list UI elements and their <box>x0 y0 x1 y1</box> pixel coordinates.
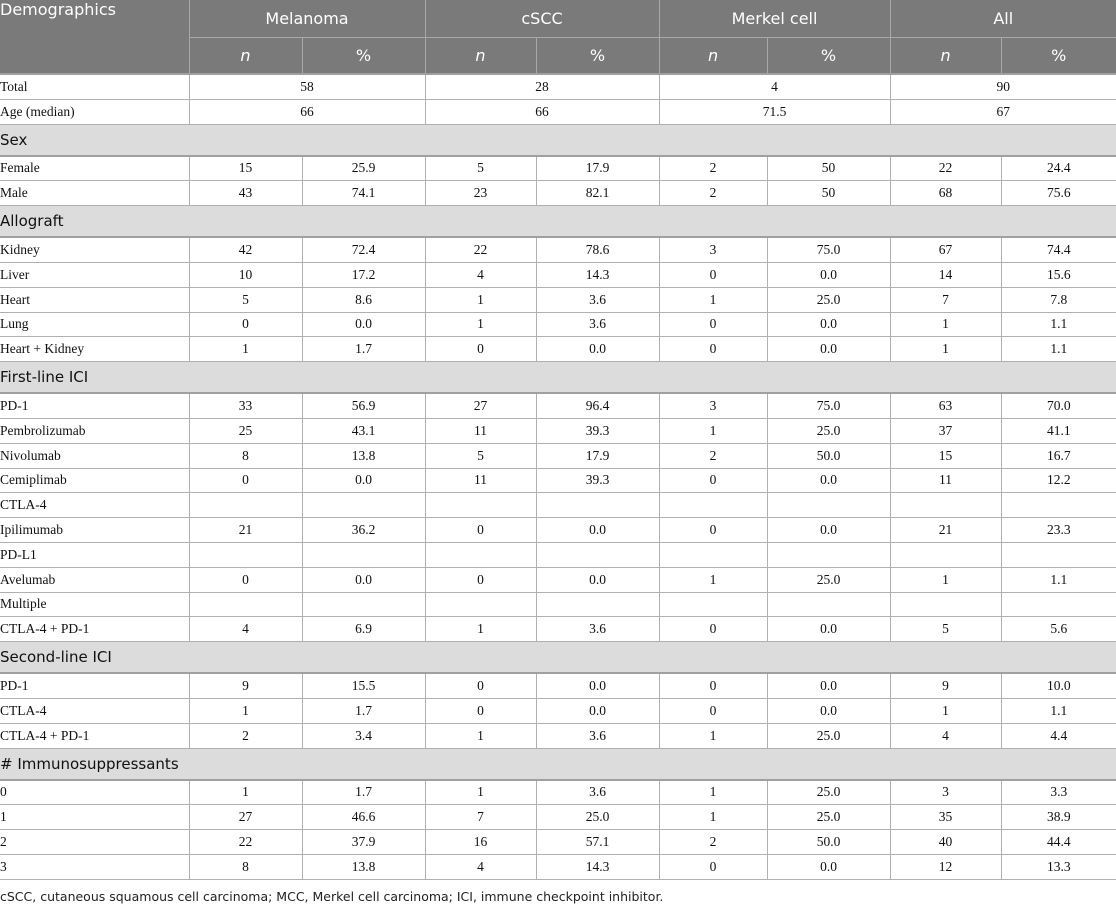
table-cell: 3.6 <box>536 780 659 805</box>
table-cell: 1 <box>425 617 536 642</box>
header-percent: % <box>302 38 425 75</box>
table-cell: 0.0 <box>767 312 890 337</box>
table-cell: 25.0 <box>536 805 659 830</box>
table-cell: 2 <box>659 443 767 468</box>
table-cell: 25.0 <box>767 418 890 443</box>
table-cell <box>1001 493 1116 518</box>
row-label: CTLA-4 <box>0 493 189 518</box>
table-cell: 2 <box>659 181 767 206</box>
table-cell: 11 <box>425 418 536 443</box>
table-cell: 3.6 <box>536 723 659 748</box>
table-cell: 96.4 <box>536 393 659 418</box>
table-cell: 0.0 <box>536 518 659 543</box>
table-cell: 0 <box>659 337 767 362</box>
table-cell: 40 <box>890 830 1001 855</box>
table-row <box>0 830 1116 855</box>
table-footnote: cSCC, cutaneous squamous cell carcinoma; MCC, Merkel cell carcinoma; ICI, immune checkpoint inhibitor. <box>0 889 664 904</box>
table-cell: 63 <box>890 393 1001 418</box>
table-cell <box>425 592 536 617</box>
row-label: Heart <box>0 287 189 312</box>
table-row <box>0 493 1116 518</box>
table-cell: 25.0 <box>767 567 890 592</box>
section-title: Sex <box>0 124 1116 156</box>
table-cell <box>189 542 302 567</box>
table-cell <box>767 493 890 518</box>
table-cell: 0.0 <box>536 337 659 362</box>
table-cell: 0.0 <box>767 617 890 642</box>
header-row-groups <box>0 0 1116 38</box>
table-cell: 75.6 <box>1001 181 1116 206</box>
table-row <box>0 393 1116 418</box>
section-title: Second-line ICI <box>0 642 1116 674</box>
table-cell: 50.0 <box>767 443 890 468</box>
table-cell: 25.0 <box>767 723 890 748</box>
section-row <box>0 124 1116 156</box>
row-label: 2 <box>0 830 189 855</box>
table-row <box>0 780 1116 805</box>
table-cell: 23.3 <box>1001 518 1116 543</box>
row-label: Lung <box>0 312 189 337</box>
row-label: Pembrolizumab <box>0 418 189 443</box>
row-label: Multiple <box>0 592 189 617</box>
table-cell: 10 <box>189 262 302 287</box>
table-cell: 16 <box>425 830 536 855</box>
table-cell: 58 <box>189 74 425 99</box>
table-cell: 0.0 <box>536 673 659 698</box>
table-cell <box>189 592 302 617</box>
table-cell: 15 <box>890 443 1001 468</box>
row-label: Nivolumab <box>0 443 189 468</box>
table-cell: 25.0 <box>767 805 890 830</box>
table-cell: 7 <box>890 287 1001 312</box>
section-row <box>0 206 1116 238</box>
table-cell: 1.7 <box>302 698 425 723</box>
table-cell: 5 <box>189 287 302 312</box>
table-cell: 4 <box>189 617 302 642</box>
row-label: Cemiplimab <box>0 468 189 493</box>
table-cell: 1 <box>659 567 767 592</box>
table-cell: 44.4 <box>1001 830 1116 855</box>
table-cell: 0.0 <box>536 567 659 592</box>
table-cell: 74.1 <box>302 181 425 206</box>
table-cell: 90 <box>890 74 1116 99</box>
table-cell: 0 <box>425 518 536 543</box>
table-cell: 0.0 <box>302 468 425 493</box>
table-cell: 50 <box>767 181 890 206</box>
row-label: 0 <box>0 780 189 805</box>
header-demographics: Demographics <box>0 0 189 74</box>
header-percent: % <box>536 38 659 75</box>
row-label: Avelumab <box>0 567 189 592</box>
table-cell: 0.0 <box>767 673 890 698</box>
table-cell: 0 <box>659 617 767 642</box>
table-row <box>0 418 1116 443</box>
table-cell: 1 <box>659 418 767 443</box>
row-label: CTLA-4 <box>0 698 189 723</box>
table-cell: 21 <box>189 518 302 543</box>
row-label: PD-L1 <box>0 542 189 567</box>
table-cell: 4 <box>425 262 536 287</box>
table-row <box>0 237 1116 262</box>
table-cell: 0.0 <box>302 312 425 337</box>
table-cell: 1 <box>659 723 767 748</box>
section-title: Allograft <box>0 206 1116 238</box>
summary-row <box>0 74 1116 99</box>
table-cell: 21 <box>890 518 1001 543</box>
table-cell: 1 <box>189 337 302 362</box>
table-row <box>0 156 1116 181</box>
table-cell: 7.8 <box>1001 287 1116 312</box>
table-row <box>0 312 1116 337</box>
row-label: Heart + Kidney <box>0 337 189 362</box>
table-cell: 15 <box>189 156 302 181</box>
table-cell: 9 <box>890 673 1001 698</box>
table-cell <box>659 493 767 518</box>
table-cell: 8 <box>189 854 302 879</box>
table-cell: 56.9 <box>302 393 425 418</box>
row-label: Female <box>0 156 189 181</box>
table-cell: 1.1 <box>1001 698 1116 723</box>
table-cell <box>1001 542 1116 567</box>
table-cell <box>890 592 1001 617</box>
table-cell: 39.3 <box>536 468 659 493</box>
header-group-all: All <box>890 0 1116 38</box>
table-cell: 3.4 <box>302 723 425 748</box>
table-cell: 3.6 <box>536 617 659 642</box>
table-cell <box>767 542 890 567</box>
table-cell: 1 <box>189 698 302 723</box>
table-cell: 22 <box>189 830 302 855</box>
table-row <box>0 854 1116 879</box>
table-cell: 14 <box>890 262 1001 287</box>
table-cell: 0 <box>425 337 536 362</box>
row-label: PD-1 <box>0 673 189 698</box>
table-cell: 50.0 <box>767 830 890 855</box>
header-n: n <box>890 38 1001 75</box>
table-cell: 50 <box>767 156 890 181</box>
table-cell: 3.6 <box>536 312 659 337</box>
table-cell: 35 <box>890 805 1001 830</box>
table-row <box>0 181 1116 206</box>
table-cell: 17.9 <box>536 443 659 468</box>
table-cell: 22 <box>425 237 536 262</box>
table-cell: 43 <box>189 181 302 206</box>
table-cell: 33 <box>189 393 302 418</box>
table-cell: 25.0 <box>767 287 890 312</box>
table-cell: 37 <box>890 418 1001 443</box>
table-cell: 1 <box>425 723 536 748</box>
table-cell: 25.9 <box>302 156 425 181</box>
table-cell: 1.7 <box>302 337 425 362</box>
table-cell: 42 <box>189 237 302 262</box>
table-row <box>0 673 1116 698</box>
table-cell: 0 <box>189 567 302 592</box>
table-cell <box>536 493 659 518</box>
section-row <box>0 748 1116 780</box>
summary-row <box>0 99 1116 124</box>
table-cell: 67 <box>890 99 1116 124</box>
table-cell: 15.5 <box>302 673 425 698</box>
table-cell: 43.1 <box>302 418 425 443</box>
table-cell <box>767 592 890 617</box>
table-cell: 0.0 <box>767 854 890 879</box>
table-cell: 0 <box>659 468 767 493</box>
table-cell: 1.1 <box>1001 337 1116 362</box>
table-cell: 0.0 <box>767 518 890 543</box>
table-cell: 37.9 <box>302 830 425 855</box>
table-cell: 1 <box>425 780 536 805</box>
table-row <box>0 698 1116 723</box>
table-cell: 0.0 <box>767 468 890 493</box>
table-cell: 1.7 <box>302 780 425 805</box>
table-cell: 78.6 <box>536 237 659 262</box>
header-percent: % <box>1001 38 1116 75</box>
table-row <box>0 617 1116 642</box>
table-row <box>0 805 1116 830</box>
table-cell: 25.0 <box>767 780 890 805</box>
table-cell: 3 <box>659 393 767 418</box>
table-cell: 41.1 <box>1001 418 1116 443</box>
row-label: Male <box>0 181 189 206</box>
section-title: First-line ICI <box>0 362 1116 394</box>
header-group-merkel-cell: Merkel cell <box>659 0 890 38</box>
table-cell: 28 <box>425 74 659 99</box>
table-cell: 11 <box>890 468 1001 493</box>
table-cell: 9 <box>189 673 302 698</box>
table-cell: 0 <box>189 312 302 337</box>
header-percent: % <box>767 38 890 75</box>
table-cell: 72.4 <box>302 237 425 262</box>
section-row <box>0 642 1116 674</box>
table-cell: 23 <box>425 181 536 206</box>
table-cell: 6.9 <box>302 617 425 642</box>
table-cell: 15.6 <box>1001 262 1116 287</box>
table-cell: 13.8 <box>302 443 425 468</box>
table-cell: 1 <box>189 780 302 805</box>
table-cell <box>890 542 1001 567</box>
table-cell <box>302 542 425 567</box>
table-body <box>0 74 1116 879</box>
table-cell: 1 <box>659 805 767 830</box>
table-cell: 2 <box>659 830 767 855</box>
table-cell: 1 <box>659 780 767 805</box>
table-cell: 13.8 <box>302 854 425 879</box>
table-cell: 1 <box>659 287 767 312</box>
table-cell: 70.0 <box>1001 393 1116 418</box>
table-cell <box>425 493 536 518</box>
table-cell: 68 <box>890 181 1001 206</box>
table-cell: 57.1 <box>536 830 659 855</box>
header-n: n <box>425 38 536 75</box>
table-cell: 24.4 <box>1001 156 1116 181</box>
table-cell: 74.4 <box>1001 237 1116 262</box>
table-cell: 5 <box>425 156 536 181</box>
row-label: CTLA-4 + PD-1 <box>0 617 189 642</box>
table-cell: 5 <box>890 617 1001 642</box>
table-cell: 0 <box>659 262 767 287</box>
table-cell: 17.9 <box>536 156 659 181</box>
table-cell <box>302 592 425 617</box>
table-cell: 0.0 <box>536 698 659 723</box>
table-cell: 14.3 <box>536 854 659 879</box>
table-cell <box>302 493 425 518</box>
table-row <box>0 443 1116 468</box>
table-cell: 67 <box>890 237 1001 262</box>
table-cell: 25 <box>189 418 302 443</box>
table-cell: 3.3 <box>1001 780 1116 805</box>
header-group-cscc: cSCC <box>425 0 659 38</box>
table-cell: 0 <box>659 673 767 698</box>
table-cell: 1 <box>890 698 1001 723</box>
table-cell <box>659 592 767 617</box>
table-cell: 39.3 <box>536 418 659 443</box>
table-cell: 12 <box>890 854 1001 879</box>
table-cell <box>536 592 659 617</box>
table-cell: 3.6 <box>536 287 659 312</box>
row-label: 1 <box>0 805 189 830</box>
table-cell: 0 <box>659 518 767 543</box>
table-cell: 0.0 <box>767 698 890 723</box>
table-cell: 1 <box>425 312 536 337</box>
table-row <box>0 287 1116 312</box>
table-cell: 36.2 <box>302 518 425 543</box>
table-cell: 75.0 <box>767 393 890 418</box>
table-cell: 3 <box>890 780 1001 805</box>
table-cell <box>1001 592 1116 617</box>
table-cell: 0 <box>659 698 767 723</box>
header-group-melanoma: Melanoma <box>189 0 425 38</box>
table-cell: 0.0 <box>767 337 890 362</box>
table-row <box>0 262 1116 287</box>
table-cell: 4 <box>890 723 1001 748</box>
table-cell: 27 <box>189 805 302 830</box>
table-cell: 0 <box>425 567 536 592</box>
table-cell: 0 <box>425 698 536 723</box>
table-cell: 16.7 <box>1001 443 1116 468</box>
table-cell: 4 <box>425 854 536 879</box>
table-row <box>0 592 1116 617</box>
row-label: CTLA-4 + PD-1 <box>0 723 189 748</box>
header-n: n <box>189 38 302 75</box>
table-cell: 46.6 <box>302 805 425 830</box>
table-cell <box>890 493 1001 518</box>
table-cell: 2 <box>659 156 767 181</box>
table-cell <box>536 542 659 567</box>
table-row <box>0 723 1116 748</box>
row-label: Ipilimumab <box>0 518 189 543</box>
table-cell <box>189 493 302 518</box>
row-label: Liver <box>0 262 189 287</box>
table-cell: 13.3 <box>1001 854 1116 879</box>
table-cell: 1.1 <box>1001 312 1116 337</box>
row-label: 3 <box>0 854 189 879</box>
table-cell: 82.1 <box>536 181 659 206</box>
table-row <box>0 567 1116 592</box>
table-cell: 27 <box>425 393 536 418</box>
row-label: Age (median) <box>0 99 189 124</box>
table-cell: 1 <box>890 567 1001 592</box>
table-cell: 22 <box>890 156 1001 181</box>
table-cell: 4 <box>659 74 890 99</box>
table-cell: 5 <box>425 443 536 468</box>
table-cell: 0.0 <box>302 567 425 592</box>
row-label: PD-1 <box>0 393 189 418</box>
table-cell: 0 <box>659 854 767 879</box>
table-row <box>0 468 1116 493</box>
row-label: Total <box>0 74 189 99</box>
table-cell: 1.1 <box>1001 567 1116 592</box>
section-row <box>0 362 1116 394</box>
table-cell <box>425 542 536 567</box>
table-row <box>0 518 1116 543</box>
table-row <box>0 542 1116 567</box>
table-cell: 8.6 <box>302 287 425 312</box>
section-title: # Immunosuppressants <box>0 748 1116 780</box>
table-cell: 0.0 <box>767 262 890 287</box>
table-cell: 1 <box>890 337 1001 362</box>
table-cell: 0 <box>659 312 767 337</box>
table-cell: 7 <box>425 805 536 830</box>
header-n: n <box>659 38 767 75</box>
table-cell: 38.9 <box>1001 805 1116 830</box>
table-cell: 0 <box>425 673 536 698</box>
table-cell: 66 <box>189 99 425 124</box>
table-cell: 3 <box>659 237 767 262</box>
table-cell: 66 <box>425 99 659 124</box>
table-cell: 11 <box>425 468 536 493</box>
table-cell: 4.4 <box>1001 723 1116 748</box>
table-cell: 1 <box>890 312 1001 337</box>
table-cell <box>659 542 767 567</box>
table-cell: 75.0 <box>767 237 890 262</box>
table-cell: 12.2 <box>1001 468 1116 493</box>
table-cell: 8 <box>189 443 302 468</box>
table-cell: 1 <box>425 287 536 312</box>
table-row <box>0 337 1116 362</box>
table-cell: 17.2 <box>302 262 425 287</box>
table-cell: 2 <box>189 723 302 748</box>
table-cell: 14.3 <box>536 262 659 287</box>
table-cell: 10.0 <box>1001 673 1116 698</box>
row-label: Kidney <box>0 237 189 262</box>
table-cell: 71.5 <box>659 99 890 124</box>
table-cell: 5.6 <box>1001 617 1116 642</box>
table-cell: 0 <box>189 468 302 493</box>
